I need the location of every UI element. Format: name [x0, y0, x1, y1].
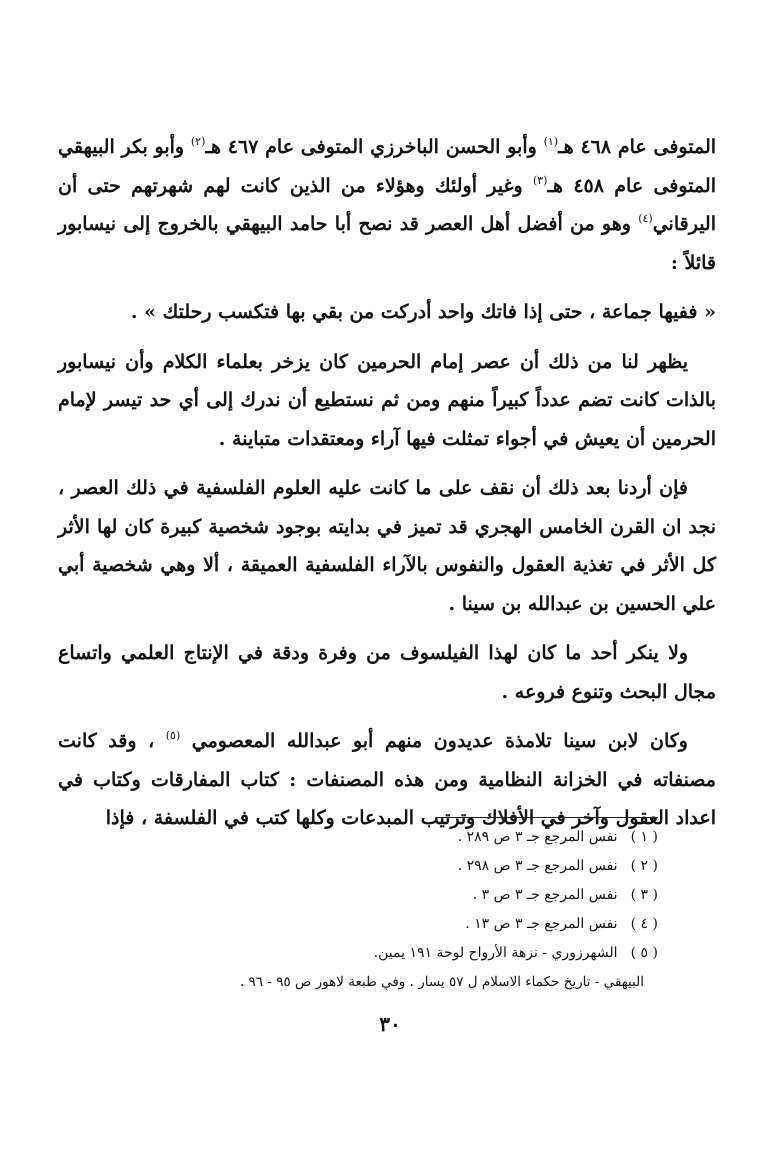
footnote-marker: (٣)	[532, 173, 548, 187]
footnote-text: نفس المرجع جـ ٣ ص ٢٨٩ .	[457, 829, 618, 845]
footnote-marker: (١)	[543, 135, 559, 148]
paragraph	[58, 469, 716, 623]
text-run: وكان لابن سينا تلامذة عديدون منهم أبو عبدالله المعصومي	[180, 730, 688, 752]
paragraph	[58, 343, 716, 459]
text-run: وأبو الحسن الباخرزي المتوفى عام ٤٦٧ هـ	[205, 136, 544, 158]
main-text	[58, 128, 716, 849]
footnote-marker: (٢)	[190, 135, 206, 148]
footnote-item	[160, 910, 658, 939]
footnote-item	[160, 852, 658, 881]
page-number: ٣٠	[379, 1012, 401, 1036]
paragraph	[58, 722, 716, 838]
footnote-text: نفس المرجع جـ ٣ ص ١٣ .	[465, 916, 618, 932]
footnote-item	[160, 823, 658, 852]
text-run: ولا ينكر أحد ما كان لهذا الفيلسوف من وفرة ودقة في الإنتاج العلمي واتساع مجال البحث وتنوع فروعه .	[58, 642, 716, 703]
footnote-separator	[436, 817, 658, 818]
paragraph	[58, 128, 716, 282]
footnote-number: ( ٤ )	[630, 916, 658, 932]
footnote-number: ( ١ )	[630, 829, 658, 845]
paragraph	[58, 293, 716, 332]
text-run: فإن أردنا بعد ذلك أن نقف على ما كانت عليه العلوم الفلسفية في ذلك العصر ، نجد ان القرن الخامس الهجري قد تميز في بدايته بوجود شخصية كبيرة كان لها الأثر كل الأثر في تغذية العقول والنفوس بالآراء الفلسفية العميقة ، ألا وهي شخصية أبي علي الحسين بن عبدالله بن سينا .	[58, 477, 716, 615]
text-run: المتوفى عام ٤٦٨ هـ	[558, 136, 717, 158]
footnote-number: ( ٢ )	[630, 858, 658, 874]
text-run: وهو من أفضل أهل العصر قد نصح أبا حامد البيهقي بالخروج إلى نيسابور قائلاً :	[58, 213, 716, 274]
footnotes	[160, 823, 658, 997]
footnote-text: نفس المرجع جـ ٣ ص ٣ .	[472, 887, 618, 903]
text-run: وغير أولئك وهؤلاء من الذين كانت لهم شهرتهم حتى أن اليرقاني	[58, 174, 716, 235]
footnote-item	[160, 881, 658, 910]
footnote-text: الشهرزوري - نزهة الأرواح لوحة ١٩١ يمين.	[373, 945, 618, 961]
footnote-item	[160, 939, 658, 968]
footnote-continuation: البيهقي - تاريخ حكماء الاسلام ل ٥٧ يسار . وفي طبعة لاهور ص ٩٥ - ٩٦ .	[239, 974, 644, 990]
footnote-number: ( ٣ )	[630, 887, 658, 903]
footnote-text: نفس المرجع جـ ٣ ص ٢٩٨ .	[457, 858, 618, 874]
footnote-marker: (٤)	[638, 212, 653, 225]
text-run: ، وقد كانت مصنفاته في الخزانة النظامية ومن هذه المصنفات : كتاب المفارقات وكتاب في اعداد العقول وآخر في الأفلاك وترتيب المبدعات وكلها كتب في الفلسفة ، فإذا	[58, 730, 716, 829]
paragraph	[58, 634, 716, 711]
text-run: وأبو بكر البيهقي المتوفى عام ٤٥٨ هـ	[58, 136, 716, 197]
text-run: يظهر لنا من ذلك أن عصر إمام الحرمين كان يزخر بعلماء الكلام وأن نيسابور بالذات كانت تضم عدداً كبيراً منهم ومن ثم نستطيع أن ندرك إلى أي حد تيسر لإمام الحرمين أن يعيش في أجواء تمثلت فيها آراء ومعتقدات متباينة .	[58, 350, 716, 450]
footnote-number: ( ٥ )	[630, 945, 658, 961]
footnote-marker: (٥)	[165, 729, 181, 742]
text-run: « ففيها جماعة ، حتى إذا فاتك واحد أدركت من بقي بها فتكسب رحلتك » .	[130, 301, 716, 323]
